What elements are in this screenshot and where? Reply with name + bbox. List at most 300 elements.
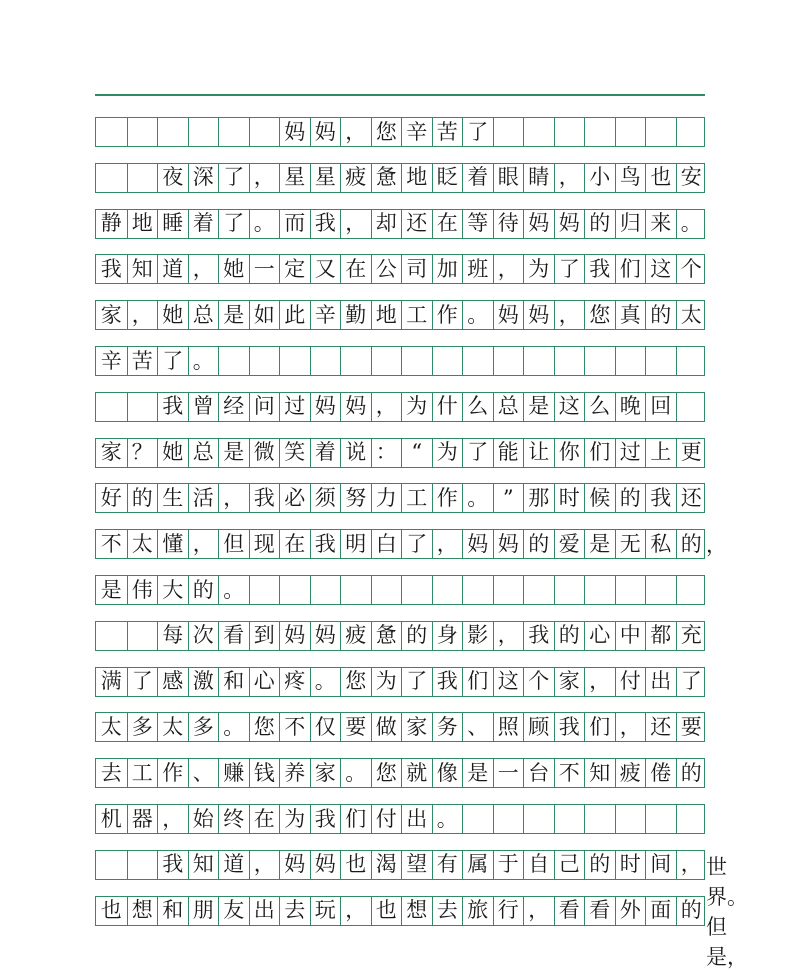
grid-cell: ， <box>340 210 371 238</box>
grid-cell: 公 <box>371 255 402 283</box>
grid-overflow-char: ， <box>706 533 727 558</box>
grid-cell <box>615 118 646 146</box>
grid-cell: 的 <box>127 484 158 512</box>
grid-cell: ， <box>188 255 219 283</box>
grid-cell: 出 <box>401 805 432 833</box>
grid-cell: 去 <box>432 897 463 925</box>
grid-cell <box>493 576 524 604</box>
grid-cell: 的 <box>401 622 432 650</box>
grid-cell: 班 <box>462 255 493 283</box>
grid-cell: 活 <box>188 484 219 512</box>
grid-cell: ， <box>371 393 402 421</box>
grid-cell: 了 <box>157 347 188 375</box>
grid-cell: 多 <box>188 713 219 741</box>
grid-cell: 着 <box>462 164 493 192</box>
grid-cell: ， <box>523 897 554 925</box>
grid-cell: 白 <box>371 530 402 558</box>
grid-cell <box>127 622 158 650</box>
grid-cell <box>676 118 707 146</box>
grid-cell <box>96 164 127 192</box>
grid-cell: 激 <box>188 668 219 696</box>
grid-cell: ， <box>157 805 188 833</box>
grid-cell: 眨 <box>432 164 463 192</box>
grid-cell: 。 <box>432 805 463 833</box>
grid-cell: ， <box>615 713 646 741</box>
grid-cell: 终 <box>218 805 249 833</box>
grid-cell: 次 <box>188 622 219 650</box>
grid-cell: 。 <box>249 210 280 238</box>
grid-cell: 总 <box>493 393 524 421</box>
grid-cell: 地 <box>401 164 432 192</box>
grid-cell: 出 <box>645 668 676 696</box>
grid-cell <box>157 118 188 146</box>
grid-cell: 到 <box>249 622 280 650</box>
grid-cell: 们 <box>340 805 371 833</box>
grid-cell: 了 <box>462 439 493 467</box>
grid-cell: ： <box>371 439 402 467</box>
grid-cell: 身 <box>432 622 463 650</box>
grid-cell: 而 <box>279 210 310 238</box>
grid-cell: 家 <box>100 440 122 465</box>
grid-cell: 小 <box>584 164 615 192</box>
grid-cell: 您 <box>340 668 371 696</box>
grid-cell: 说 <box>340 439 371 467</box>
grid-cell: 疼 <box>279 668 310 696</box>
grid-row <box>95 392 705 422</box>
grid-cell: 作 <box>432 301 463 329</box>
grid-cell <box>554 347 585 375</box>
grid-cell: 妈 <box>493 530 524 558</box>
grid-cell: 旅 <box>462 897 493 925</box>
grid-cell: 的 <box>523 530 554 558</box>
grid-cell: 更 <box>676 439 707 467</box>
grid-cell <box>493 347 524 375</box>
grid-cell: 家 <box>310 759 341 787</box>
grid-cell: 疲 <box>615 759 646 787</box>
grid-cell: 我 <box>645 484 676 512</box>
grid-cell: 加 <box>432 255 463 283</box>
grid-cell: 太 <box>676 301 707 329</box>
grid-cell: 外 <box>615 897 646 925</box>
grid-cell: 还 <box>401 210 432 238</box>
grid-row <box>95 117 705 147</box>
grid-cell: 去 <box>279 897 310 925</box>
grid-cell: 不 <box>554 759 585 787</box>
grid-cell: 于 <box>493 851 524 879</box>
grid-cell: 妈 <box>462 530 493 558</box>
grid-cell: 妈 <box>340 393 371 421</box>
grid-cell: 。 <box>462 484 493 512</box>
grid-cell: 出 <box>249 897 280 925</box>
grid-cell: 总 <box>188 301 219 329</box>
grid-cell <box>96 393 127 421</box>
grid-cell: 懂 <box>157 530 188 558</box>
grid-cell: 。 <box>188 347 219 375</box>
grid-row <box>95 438 705 468</box>
grid-cell: ？ <box>127 439 158 467</box>
grid-cell <box>645 118 676 146</box>
grid-cell <box>523 118 554 146</box>
grid-cell: 家 <box>100 302 122 327</box>
grid-cell: 有 <box>432 851 463 879</box>
grid-cell: 家 <box>401 713 432 741</box>
grid-cell: 我 <box>310 805 341 833</box>
grid-cell: 着 <box>188 210 219 238</box>
grid-cell: ， <box>218 484 249 512</box>
grid-cell: 妈 <box>279 851 310 879</box>
grid-cell: 太 <box>157 713 188 741</box>
grid-cell <box>279 347 310 375</box>
grid-cell <box>645 576 676 604</box>
grid-cell: 也 <box>100 898 122 923</box>
grid-cell: 个 <box>676 255 707 283</box>
grid-cell: 星 <box>279 164 310 192</box>
grid-cell <box>96 118 127 146</box>
grid-cell: 感 <box>157 668 188 696</box>
grid-cell: 道 <box>218 851 249 879</box>
grid-cell: 夜 <box>157 164 188 192</box>
grid-cell: 妈 <box>493 301 524 329</box>
grid-cell: 钱 <box>249 759 280 787</box>
grid-cell <box>584 576 615 604</box>
grid-cell: 苦 <box>432 118 463 146</box>
grid-cell: 问 <box>249 393 280 421</box>
grid-cell: 在 <box>279 530 310 558</box>
grid-cell: 家 <box>554 668 585 696</box>
grid-row <box>95 209 705 239</box>
grid-cell: 为 <box>371 668 402 696</box>
grid-cell <box>676 805 707 833</box>
grid-cell: 们 <box>462 668 493 696</box>
grid-cell: 无 <box>615 530 646 558</box>
grid-cell: 作 <box>432 484 463 512</box>
grid-cell: 真 <box>615 301 646 329</box>
grid-row <box>95 667 705 697</box>
grid-cell: 了 <box>127 668 158 696</box>
grid-cell: 了 <box>218 164 249 192</box>
grid-cell <box>310 347 341 375</box>
grid-row <box>95 346 705 376</box>
grid-cell: 为 <box>401 393 432 421</box>
grid-cell <box>493 118 524 146</box>
grid-cell <box>188 118 219 146</box>
grid-cell: 微 <box>249 439 280 467</box>
grid-cell: 了 <box>676 668 707 696</box>
grid-cell: ， <box>340 118 371 146</box>
grid-cell: 也 <box>371 897 402 925</box>
grid-cell: 大 <box>157 576 188 604</box>
grid-cell: 辛 <box>310 301 341 329</box>
grid-row <box>95 300 705 330</box>
grid-cell: 是 <box>523 393 554 421</box>
grid-cell: 却 <box>371 210 402 238</box>
grid-cell: 道 <box>157 255 188 283</box>
grid-cell: 朋 <box>188 897 219 925</box>
grid-row <box>95 254 705 284</box>
grid-cell: 影 <box>462 622 493 650</box>
grid-cell: ” <box>493 484 524 512</box>
grid-cell: ， <box>493 255 524 283</box>
grid-cell: 都 <box>645 622 676 650</box>
grid-cell <box>523 805 554 833</box>
grid-cell: 现 <box>249 530 280 558</box>
grid-cell: 静 <box>100 211 122 236</box>
grid-cell: ， <box>127 301 158 329</box>
grid-cell: 们 <box>584 713 615 741</box>
grid-cell: 作 <box>157 759 188 787</box>
grid-cell: 我 <box>523 622 554 650</box>
grid-cell: 和 <box>157 897 188 925</box>
grid-cell: 须 <box>310 484 341 512</box>
grid-cell: 的 <box>188 576 219 604</box>
grid-cell: 待 <box>493 210 524 238</box>
grid-cell: 晚 <box>615 393 646 421</box>
grid-cell: 像 <box>432 759 463 787</box>
grid-cell: 如 <box>249 301 280 329</box>
grid-cell <box>676 393 707 421</box>
grid-cell: 们 <box>615 255 646 283</box>
grid-cell: 看 <box>554 897 585 925</box>
grid-cell: 妈 <box>310 622 341 650</box>
grid-cell: 爱 <box>554 530 585 558</box>
grid-cell <box>584 805 615 833</box>
grid-row <box>95 712 705 742</box>
grid-cell <box>523 347 554 375</box>
grid-cell: 生 <box>157 484 188 512</box>
grid-cell: 要 <box>676 713 707 741</box>
grid-cell: 惫 <box>371 164 402 192</box>
grid-cell: 此 <box>279 301 310 329</box>
grid-cell: ， <box>432 530 463 558</box>
grid-cell: 心 <box>584 622 615 650</box>
grid-cell: ， <box>249 164 280 192</box>
grid-cell: 的 <box>676 530 707 558</box>
grid-cell: 能 <box>493 439 524 467</box>
grid-cell <box>401 576 432 604</box>
grid-cell <box>96 622 127 650</box>
grid-cell: 是 <box>584 530 615 558</box>
grid-cell: 一 <box>493 759 524 787</box>
grid-cell <box>127 164 158 192</box>
grid-cell: 的 <box>584 851 615 879</box>
grid-cell: 充 <box>676 622 707 650</box>
grid-cell <box>645 805 676 833</box>
grid-cell: 这 <box>493 668 524 696</box>
grid-cell <box>249 118 280 146</box>
grid-cell: 伟 <box>127 576 158 604</box>
grid-cell: 么 <box>584 393 615 421</box>
grid-cell <box>462 576 493 604</box>
grid-cell: 笑 <box>279 439 310 467</box>
grid-cell: 时 <box>615 851 646 879</box>
grid-cell: 司 <box>401 255 432 283</box>
grid-cell: 是 <box>100 577 122 602</box>
grid-cell <box>554 805 585 833</box>
grid-cell: 知 <box>584 759 615 787</box>
grid-cell: 太 <box>100 714 122 739</box>
grid-row <box>95 575 705 605</box>
grid-cell: 始 <box>188 805 219 833</box>
grid-cell: 疲 <box>340 164 371 192</box>
grid-cell: 看 <box>218 622 249 650</box>
grid-cell: 疲 <box>340 622 371 650</box>
grid-cell: 渴 <box>371 851 402 879</box>
grid-cell: 您 <box>371 759 402 787</box>
grid-cell: 赚 <box>218 759 249 787</box>
grid-cell: ， <box>188 530 219 558</box>
grid-cell: 这 <box>645 255 676 283</box>
grid-cell: 台 <box>523 759 554 787</box>
grid-cell: 又 <box>310 255 341 283</box>
grid-cell: 和 <box>218 668 249 696</box>
grid-cell: 让 <box>523 439 554 467</box>
grid-cell: 。 <box>676 210 707 238</box>
grid-cell: 己 <box>554 851 585 879</box>
grid-cell: 的 <box>645 301 676 329</box>
grid-cell: 这 <box>554 393 585 421</box>
grid-cell: 们 <box>584 439 615 467</box>
grid-cell: 在 <box>340 255 371 283</box>
grid-cell <box>554 576 585 604</box>
grid-cell: 总 <box>188 439 219 467</box>
grid-cell: 过 <box>615 439 646 467</box>
grid-cell: 的 <box>584 210 615 238</box>
grid-cell <box>554 118 585 146</box>
grid-cell: 了 <box>462 118 493 146</box>
grid-cell: 辛 <box>100 348 122 373</box>
grid-cell <box>615 347 646 375</box>
grid-cell: 定 <box>279 255 310 283</box>
grid-cell: 必 <box>279 484 310 512</box>
grid-cell: 地 <box>127 210 158 238</box>
grid-cell: 一 <box>249 255 280 283</box>
grid-cell: 的 <box>676 897 707 925</box>
grid-cell: 还 <box>645 713 676 741</box>
grid-cell: 但 <box>218 530 249 558</box>
grid-cell: 。 <box>340 759 371 787</box>
grid-cell: 的 <box>554 622 585 650</box>
grid-cell: 我 <box>432 668 463 696</box>
grid-cell: 鸟 <box>615 164 646 192</box>
grid-cell: 在 <box>432 210 463 238</box>
grid-cell: 了 <box>218 210 249 238</box>
grid-cell: 经 <box>218 393 249 421</box>
grid-cell: 辛 <box>401 118 432 146</box>
grid-cell: 。 <box>218 713 249 741</box>
grid-cell: 她 <box>157 301 188 329</box>
grid-cell: ， <box>554 301 585 329</box>
grid-cell: ， <box>249 851 280 879</box>
grid-row <box>95 758 705 788</box>
grid-cell: 安 <box>676 164 707 192</box>
grid-cell: 自 <box>523 851 554 879</box>
grid-cell: 归 <box>615 210 646 238</box>
grid-cell <box>218 118 249 146</box>
grid-cell: 我 <box>249 484 280 512</box>
grid-cell: 什 <box>432 393 463 421</box>
grid-cell: 努 <box>340 484 371 512</box>
grid-cell: 心 <box>249 668 280 696</box>
grid-cell: 的 <box>676 759 707 787</box>
grid-cell <box>432 576 463 604</box>
grid-cell: 时 <box>554 484 585 512</box>
grid-cell: 为 <box>523 255 554 283</box>
grid-cell: 我 <box>157 851 188 879</box>
grid-cell: 仅 <box>310 713 341 741</box>
grid-cell: 我 <box>310 210 341 238</box>
grid-cell: 妈 <box>310 393 341 421</box>
grid-cell: 是 <box>462 759 493 787</box>
grid-cell: 去 <box>100 760 122 785</box>
grid-row <box>95 483 705 513</box>
grid-cell: 在 <box>249 805 280 833</box>
grid-cell: 着 <box>310 439 341 467</box>
grid-cell: 你 <box>554 439 585 467</box>
grid-cell: 妈 <box>310 118 341 146</box>
grid-cell <box>279 576 310 604</box>
grid-cell <box>371 347 402 375</box>
grid-cell: 我 <box>157 393 188 421</box>
grid-cell: 她 <box>157 439 188 467</box>
grid-cell: 想 <box>127 897 158 925</box>
grid-cell: 付 <box>371 805 402 833</box>
grid-cell: 地 <box>371 301 402 329</box>
grid-cell: 明 <box>340 530 371 558</box>
grid-cell: 间 <box>645 851 676 879</box>
grid-cell: 、 <box>462 713 493 741</box>
grid-cell: 为 <box>279 805 310 833</box>
grid-cell: 候 <box>584 484 615 512</box>
grid-cell <box>676 347 707 375</box>
grid-cell <box>249 576 280 604</box>
grid-cell: 来 <box>645 210 676 238</box>
grid-cell: 我 <box>100 256 122 281</box>
grid-cell: 工 <box>127 759 158 787</box>
grid-cell: 深 <box>188 164 219 192</box>
grid-cell <box>676 576 707 604</box>
grid-row <box>95 163 705 193</box>
grid-cell <box>340 576 371 604</box>
grid-cell: ， <box>584 668 615 696</box>
grid-cell: 睛 <box>523 164 554 192</box>
grid-cell: ， <box>493 622 524 650</box>
grid-cell <box>584 118 615 146</box>
grid-cell: 知 <box>188 851 219 879</box>
grid-overflow-char: 世界。但是， <box>706 854 748 969</box>
grid-cell: 倦 <box>645 759 676 787</box>
grid-cell <box>249 347 280 375</box>
grid-cell: 机 <box>100 806 122 831</box>
grid-cell <box>523 576 554 604</box>
grid-cell: 她 <box>218 255 249 283</box>
grid-cell: ， <box>340 897 371 925</box>
grid-cell: 工 <box>401 484 432 512</box>
grid-cell <box>218 347 249 375</box>
grid-cell: ， <box>676 851 707 879</box>
grid-cell: 务 <box>432 713 463 741</box>
grid-cell: 满 <box>100 669 122 694</box>
grid-row <box>95 804 705 834</box>
grid-cell: 妈 <box>279 622 310 650</box>
grid-cell: 面 <box>645 897 676 925</box>
grid-cell: 也 <box>645 164 676 192</box>
grid-cell <box>371 576 402 604</box>
grid-cell <box>96 851 127 879</box>
grid-cell <box>615 576 646 604</box>
grid-row <box>95 529 727 559</box>
grid-cell: 工 <box>401 301 432 329</box>
grid-cell: 为 <box>432 439 463 467</box>
